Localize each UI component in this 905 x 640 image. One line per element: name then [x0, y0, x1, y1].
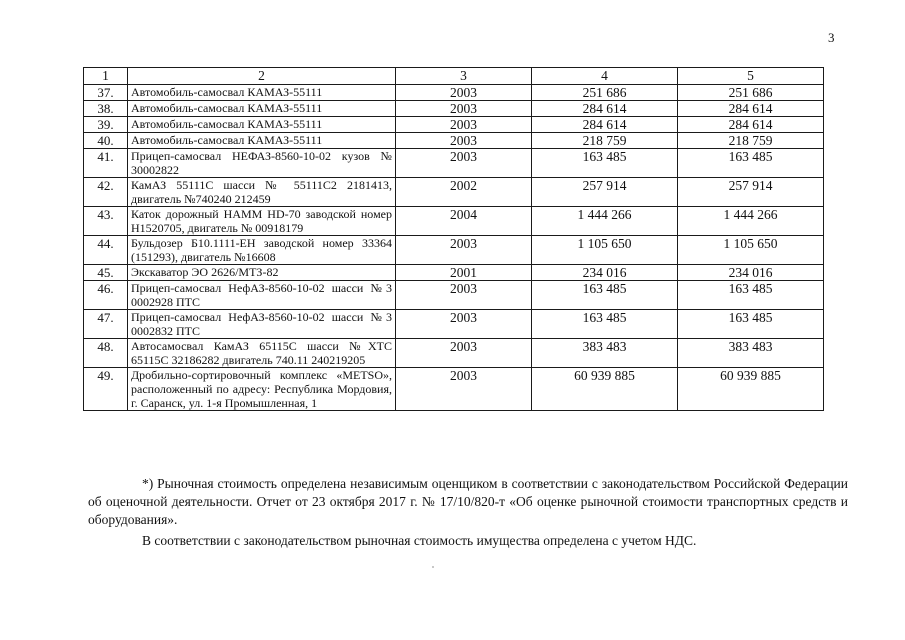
year-cell: 2003: [396, 368, 532, 411]
row-number-cell: 49.: [84, 368, 128, 411]
market-value-cell: 234 016: [678, 265, 824, 281]
value-cell: 1 105 650: [532, 236, 678, 265]
asset-name-cell: Экскаватор ЭО 2626/МТЗ-82: [128, 265, 396, 281]
row-number-cell: 42.: [84, 178, 128, 207]
row-number-cell: 48.: [84, 339, 128, 368]
value-cell: 163 485: [532, 149, 678, 178]
row-number-cell: 43.: [84, 207, 128, 236]
table-row: [84, 207, 824, 236]
asset-name-cell: Дробильно-сортировочный комплекс «METSO», расположенный по адресу: Республика Мордовия, г. Саранск, ул. 1-я Промышленная, 1: [128, 368, 396, 411]
year-cell: 2002: [396, 178, 532, 207]
market-value-cell: 383 483: [678, 339, 824, 368]
year-cell: 2003: [396, 117, 532, 133]
year-cell: 2003: [396, 281, 532, 310]
value-cell: 284 614: [532, 101, 678, 117]
year-cell: 2004: [396, 207, 532, 236]
market-value-footnote: *) Рыночная стоимость определена независимым оценщиком в соответствии с законодательством Российской Федерации об оценочной деятельности. Отчет от 23 октября 2017 г. № 17/10/820-т «Об оценке рыночной стоимости транспортных средств и оборудования».: [88, 475, 848, 527]
value-cell: 60 939 885: [532, 368, 678, 411]
table-row: [84, 101, 824, 117]
row-number-cell: 40.: [84, 133, 128, 149]
asset-name-cell: Автомобиль-самосвал КАМАЗ-55111: [128, 85, 396, 101]
year-cell: 2001: [396, 265, 532, 281]
asset-name-cell: Каток дорожный HAMM HD-70 заводской номер H1520705, двигатель № 00918179: [128, 207, 396, 236]
asset-name-cell: Прицеп-самосвал НефАЗ-8560-10-02 шасси №3 0002832 ПТС: [128, 310, 396, 339]
asset-name-cell: Автомобиль-самосвал КАМАЗ-55111: [128, 133, 396, 149]
market-value-cell: 251 686: [678, 85, 824, 101]
market-value-cell: 218 759: [678, 133, 824, 149]
asset-name-cell: КамАЗ 55111С шасси № 55111С2 2181413, двигатель №740240 212459: [128, 178, 396, 207]
vat-footnote: В соответствии с законодательством рыночная стоимость имущества определена с учетом НДС.: [142, 532, 697, 548]
value-cell: 234 016: [532, 265, 678, 281]
value-cell: 163 485: [532, 310, 678, 339]
table-row: [84, 310, 824, 339]
asset-name-cell: Автосамосвал КамАЗ 65115С шасси №ХТС 65115С 32186282 двигатель 740.11 240219205: [128, 339, 396, 368]
market-value-cell: 163 485: [678, 149, 824, 178]
page-number: 3: [828, 30, 835, 45]
header-cell-3: 3: [396, 68, 532, 85]
table-row: [84, 178, 824, 207]
row-number-cell: 44.: [84, 236, 128, 265]
table-header-row: [84, 68, 824, 85]
table-row: [84, 236, 824, 265]
value-cell: 218 759: [532, 133, 678, 149]
asset-name-cell: Прицеп-самосвал НефАЗ-8560-10-02 шасси №3 0002928 ПТС: [128, 281, 396, 310]
market-value-cell: 163 485: [678, 310, 824, 339]
asset-table: [83, 67, 824, 411]
year-cell: 2003: [396, 101, 532, 117]
row-number-cell: 37.: [84, 85, 128, 101]
row-number-cell: 39.: [84, 117, 128, 133]
asset-name-cell: Автомобиль-самосвал КАМАЗ-55111: [128, 101, 396, 117]
table-row: [84, 117, 824, 133]
market-value-cell: 257 914: [678, 178, 824, 207]
header-cell-4: 4: [532, 68, 678, 85]
value-cell: 383 483: [532, 339, 678, 368]
header-cell-2: 2: [128, 68, 396, 85]
market-value-cell: 284 614: [678, 117, 824, 133]
market-value-cell: 163 485: [678, 281, 824, 310]
asset-name-cell: Прицеп-самосвал НЕФАЗ-8560-10-02 кузов № 30002822: [128, 149, 396, 178]
header-cell-1: 1: [84, 68, 128, 85]
scan-artifact-dot: [432, 566, 434, 568]
table-row: [84, 339, 824, 368]
table-row: [84, 133, 824, 149]
table-row: [84, 368, 824, 411]
year-cell: 2003: [396, 339, 532, 368]
table-row: [84, 149, 824, 178]
table-row: [84, 281, 824, 310]
year-cell: 2003: [396, 236, 532, 265]
table-row: [84, 265, 824, 281]
row-number-cell: 47.: [84, 310, 128, 339]
row-number-cell: 45.: [84, 265, 128, 281]
header-cell-5: 5: [678, 68, 824, 85]
value-cell: 251 686: [532, 85, 678, 101]
value-cell: 1 444 266: [532, 207, 678, 236]
year-cell: 2003: [396, 310, 532, 339]
value-cell: 257 914: [532, 178, 678, 207]
year-cell: 2003: [396, 133, 532, 149]
value-cell: 284 614: [532, 117, 678, 133]
asset-name-cell: Автомобиль-самосвал КАМАЗ-55111: [128, 117, 396, 133]
table-body: [84, 68, 824, 411]
market-value-cell: 60 939 885: [678, 368, 824, 411]
year-cell: 2003: [396, 149, 532, 178]
year-cell: 2003: [396, 85, 532, 101]
table-row: [84, 85, 824, 101]
market-value-cell: 1 105 650: [678, 236, 824, 265]
asset-name-cell: Бульдозер Б10.1111-ЕН заводской номер 33364 (151293), двигатель №16608: [128, 236, 396, 265]
market-value-cell: 1 444 266: [678, 207, 824, 236]
row-number-cell: 46.: [84, 281, 128, 310]
market-value-cell: 284 614: [678, 101, 824, 117]
row-number-cell: 41.: [84, 149, 128, 178]
row-number-cell: 38.: [84, 101, 128, 117]
value-cell: 163 485: [532, 281, 678, 310]
